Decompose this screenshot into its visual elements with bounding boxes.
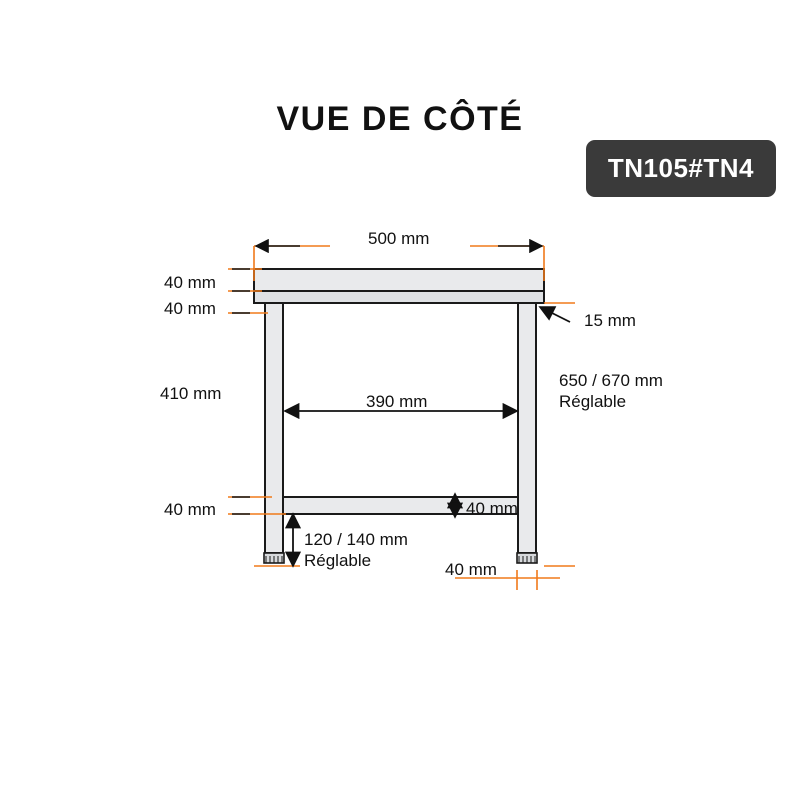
left-foot: [264, 553, 284, 563]
left-leg: [265, 303, 283, 553]
right-foot: [517, 553, 537, 563]
page-title: VUE DE CÔTÉ: [276, 100, 524, 138]
product-code-badge: TN105#TN4: [586, 140, 776, 197]
table-top: [254, 269, 544, 303]
dim-label-total-height: 650 / 670 mm Réglable: [559, 371, 663, 412]
left-dimension-ticks: [232, 269, 250, 514]
dim-label-leg-thickness: 15 mm: [584, 311, 636, 330]
leg-thickness-leader: [540, 307, 570, 322]
dim-label-top-thickness: 40 mm: [164, 273, 216, 292]
dim-label-apron: 40 mm: [164, 299, 216, 318]
right-leg: [518, 303, 536, 553]
dim-label-inner-width: 390 mm: [366, 392, 428, 411]
dim-label-foot-width: 40 mm: [445, 560, 497, 579]
dim-label-shelf-thickness: 40 mm: [466, 499, 518, 518]
dim-label-top-width: 500 mm: [368, 229, 430, 248]
dim-label-clear-height: 410 mm: [160, 384, 222, 403]
dim-label-shelf-offset: 40 mm: [164, 500, 216, 519]
dim-label-foot-height: 120 / 140 mm Réglable: [304, 530, 408, 571]
